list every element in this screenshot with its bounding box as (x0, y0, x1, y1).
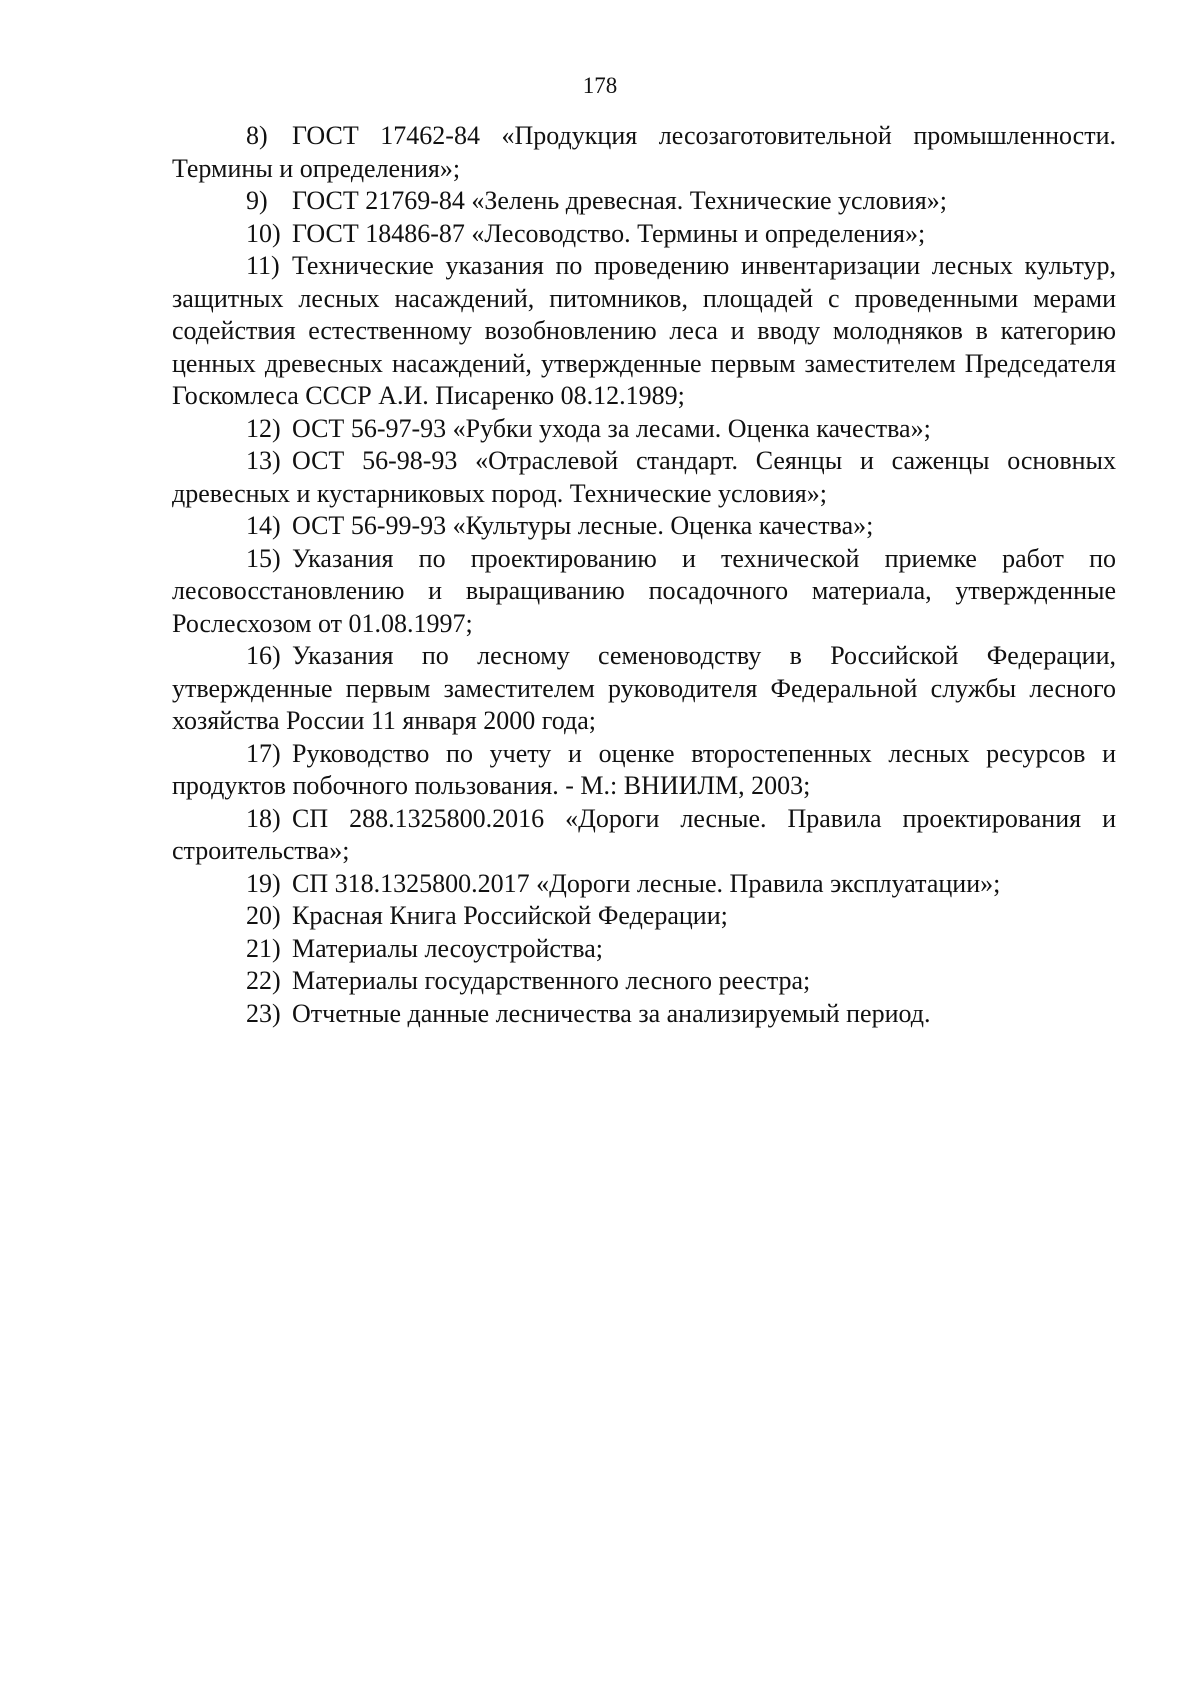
item-text: Руководство по учету и оценке второстепенных лесных ресурсов и продуктов побочного пользования. - М.: ВНИИЛМ, 2003; (172, 738, 1116, 800)
list-item (172, 120, 1116, 185)
list-item (172, 445, 1116, 510)
item-number: 19) (246, 868, 281, 898)
list-item (172, 803, 1116, 868)
item-number: 11) (246, 251, 280, 280)
item-text: ОСТ 56-97-93 «Рубки ухода за лесами. Оценка качества»; (292, 413, 931, 443)
list-item (172, 868, 1116, 901)
list-item (172, 738, 1116, 803)
item-text: ГОСТ 17462-84 «Продукция лесозаготовительной промышленности. Термины и определения»; (172, 121, 1116, 183)
item-text: СП 288.1325800.2016 «Дороги лесные. Правила проектирования и строительства»; (172, 803, 1116, 865)
list-item (172, 510, 1116, 543)
item-text: ОСТ 56-99-93 «Культуры лесные. Оценка качества»; (292, 511, 874, 540)
list-item (172, 640, 1116, 738)
item-number: 21) (246, 933, 281, 963)
item-text: Материалы государственного лесного реестра; (292, 966, 811, 995)
item-number: 9) (246, 186, 268, 215)
item-text: Указания по проектированию и технической приемке работ по лесовосстановлению и выращиванию посадочного материала, утвержденные Рослесхозом от 01.08.1997; (172, 543, 1116, 638)
item-number: 17) (246, 738, 281, 768)
item-text: Отчетные данные лесничества за анализируемый период. (292, 998, 931, 1028)
item-text: Красная Книга Российской Федерации; (292, 901, 728, 930)
item-text: Указания по лесному семеноводству в Российской Федерации, утвержденные первым заместителем руководителя Федеральной службы лесного хозяйства России 11 января 2000 года; (172, 641, 1116, 735)
item-text: ГОСТ 21769-84 «Зелень древесная. Технические условия»; (292, 186, 947, 215)
list-item (172, 413, 1116, 446)
item-number: 10) (246, 218, 281, 248)
item-number: 22) (246, 966, 281, 995)
item-number: 20) (246, 901, 281, 930)
list-item (172, 900, 1116, 933)
list-item (172, 933, 1116, 966)
item-number: 13) (246, 446, 281, 475)
item-number: 15) (246, 543, 281, 573)
list-item (172, 185, 1116, 218)
item-number: 18) (246, 803, 281, 833)
item-text: СП 318.1325800.2017 «Дороги лесные. Правила эксплуатации»; (292, 868, 1001, 898)
list-item (172, 998, 1116, 1031)
item-number: 16) (246, 641, 281, 670)
item-number: 12) (246, 413, 281, 443)
list-item (172, 218, 1116, 251)
item-text: ГОСТ 18486-87 «Лесоводство. Термины и определения»; (292, 218, 926, 248)
item-text: ОСТ 56-98-93 «Отраслевой стандарт. Сеянцы и саженцы основных древесных и кустарниковых пород. Технические условия»; (172, 446, 1116, 508)
reference-list (172, 120, 1116, 1030)
item-text: Материалы лесоустройства; (292, 933, 603, 963)
list-item (172, 250, 1116, 413)
item-number: 8) (246, 121, 268, 150)
item-number: 14) (246, 511, 281, 540)
list-item (172, 543, 1116, 641)
item-text: Технические указания по проведению инвентаризации лесных культур, защитных лесных насаждений, питомников, площадей с проведенными мерами содействия естественному возобновлению леса и вводу молодняков в категорию ценных древесных насаждений, утвержденные первым заместителем Председателя Госкомлеса СССР А.И. Писаренко 08.12.1989; (172, 251, 1116, 410)
list-item (172, 965, 1116, 998)
page-number: 178 (582, 73, 618, 98)
item-number: 23) (246, 998, 281, 1028)
